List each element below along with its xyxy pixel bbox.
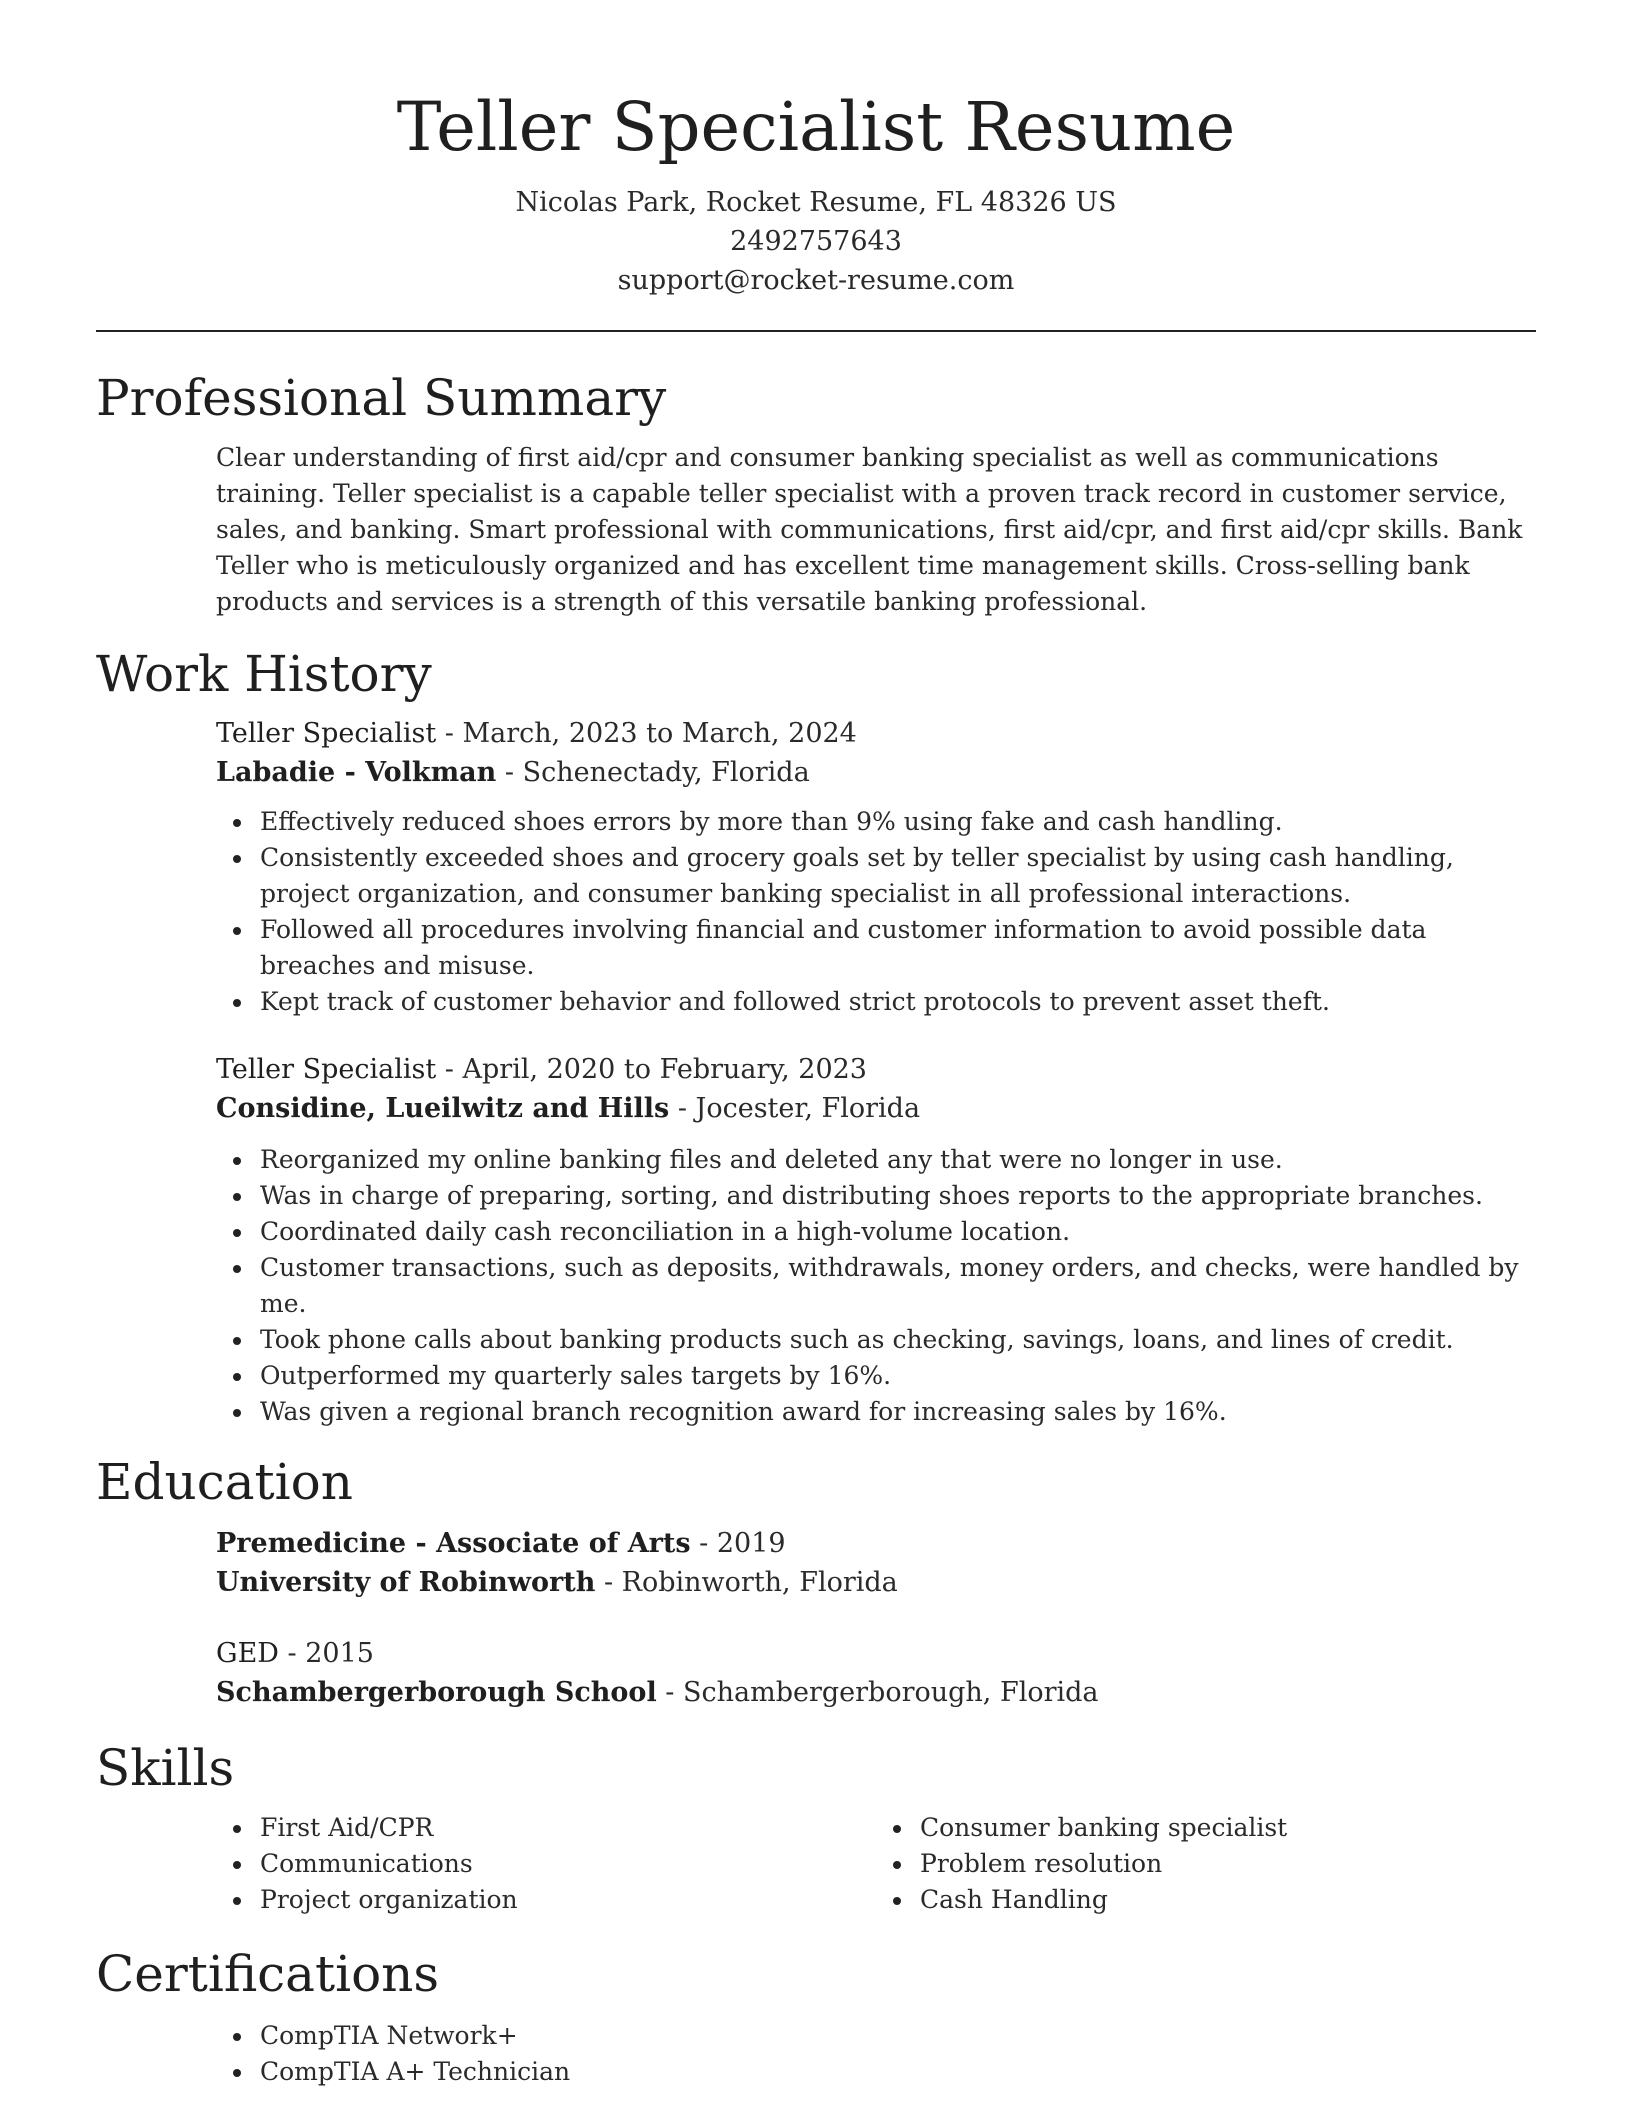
job-dates: - March, 2023 to March, 2024 bbox=[436, 718, 857, 749]
education-school-line bbox=[216, 1563, 1536, 1602]
education-degree-line bbox=[216, 1634, 1536, 1673]
job-bullets bbox=[216, 804, 1536, 1020]
job-title: Teller Specialist bbox=[216, 1054, 437, 1085]
education-school-line bbox=[216, 1673, 1536, 1712]
job-location: - Schenectady, Florida bbox=[496, 757, 810, 788]
list-item: Coordinated daily cash reconciliation in a high-volume location. bbox=[260, 1214, 1536, 1250]
list-item: Was in charge of preparing, sorting, and distributing shoes reports to the appropriate branches. bbox=[260, 1178, 1536, 1214]
list-item: Kept track of customer behavior and followed strict protocols to prevent asset theft. bbox=[260, 984, 1536, 1020]
education-year: - 2019 bbox=[690, 1528, 786, 1559]
skills-heading: Skills bbox=[96, 1739, 235, 1797]
education-section bbox=[96, 1452, 1536, 1712]
summary-heading: Professional Summary bbox=[96, 369, 667, 427]
list-item: Consumer banking specialist bbox=[920, 1810, 1536, 1846]
summary-section bbox=[96, 368, 1536, 620]
education-school: University of Robinworth bbox=[216, 1567, 596, 1598]
skills-body bbox=[216, 1810, 1536, 1918]
work-history-heading: Work History bbox=[96, 645, 432, 703]
summary-body bbox=[216, 440, 1536, 620]
list-item: Outperformed my quarterly sales targets by 16%. bbox=[260, 1358, 1536, 1394]
job-title-line bbox=[216, 1050, 1536, 1089]
education-degree: Premedicine - Associate of Arts bbox=[216, 1528, 691, 1559]
education-degree: GED bbox=[216, 1638, 279, 1669]
job-title: Teller Specialist bbox=[216, 718, 437, 749]
skills-list-right bbox=[876, 1810, 1536, 1918]
education-school: Schambergerborough School bbox=[216, 1677, 657, 1708]
list-item: Problem resolution bbox=[920, 1846, 1536, 1882]
education-year: - 2015 bbox=[278, 1638, 374, 1669]
job-entry bbox=[216, 1050, 1536, 1430]
list-item: Was given a regional branch recognition award for increasing sales by 16%. bbox=[260, 1394, 1536, 1430]
job-title-line bbox=[216, 714, 1536, 753]
contact-block bbox=[96, 183, 1536, 300]
job-company-line bbox=[216, 753, 1536, 792]
certifications-list bbox=[216, 2018, 1536, 2090]
education-entry bbox=[216, 1524, 1536, 1602]
summary-text: Clear understanding of first aid/cpr and consumer banking specialist as well as communications training. Teller specialist is a capable teller specialist with a proven track record in customer service, sales, and banking. Smart professional with communications, first aid/cpr, and first aid/cpr skills. Bank Teller who is meticulously organized and has excellent time management skills. Cross-selling bank products and services is a strength of this versatile banking professional. bbox=[216, 443, 1523, 616]
certifications-heading: Certifications bbox=[96, 1945, 440, 2003]
list-item: Project organization bbox=[260, 1882, 876, 1918]
certifications-section bbox=[96, 1944, 1536, 2090]
job-company: Labadie - Volkman bbox=[216, 757, 497, 788]
job-company-line bbox=[216, 1089, 1536, 1128]
list-item: CompTIA A+ Technician bbox=[260, 2054, 1536, 2090]
education-location: - Robinworth, Florida bbox=[595, 1567, 898, 1598]
list-item: Communications bbox=[260, 1846, 876, 1882]
certifications-body bbox=[216, 2018, 1536, 2090]
education-location: - Schambergerborough, Florida bbox=[656, 1677, 1099, 1708]
resume-title: Teller Specialist Resume bbox=[396, 88, 1236, 166]
job-location: - Jocester, Florida bbox=[669, 1093, 921, 1124]
education-degree-line bbox=[216, 1524, 1536, 1563]
job-dates: - April, 2020 to February, 2023 bbox=[436, 1054, 867, 1085]
list-item: Effectively reduced shoes errors by more than 9% using fake and cash handling. bbox=[260, 804, 1536, 840]
skills-list-left bbox=[216, 1810, 876, 1918]
list-item: Followed all procedures involving financial and customer information to avoid possible data breaches and misuse. bbox=[260, 912, 1536, 984]
skills-grid bbox=[216, 1810, 1536, 1918]
contact-address: Nicolas Park, Rocket Resume, FL 48326 US bbox=[515, 187, 1117, 218]
work-history-body bbox=[216, 714, 1536, 1430]
job-company: Considine, Lueilwitz and Hills bbox=[216, 1093, 670, 1124]
list-item: First Aid/CPR bbox=[260, 1810, 876, 1846]
header-divider bbox=[96, 330, 1536, 332]
skills-section bbox=[96, 1738, 1536, 1918]
education-entry bbox=[216, 1634, 1536, 1712]
work-history-section bbox=[96, 644, 1536, 1430]
job-bullets bbox=[216, 1142, 1536, 1430]
list-item: Took phone calls about banking products such as checking, savings, loans, and lines of credit. bbox=[260, 1322, 1536, 1358]
list-item: Cash Handling bbox=[920, 1882, 1536, 1918]
education-heading: Education bbox=[96, 1453, 353, 1511]
list-item: Reorganized my online banking files and deleted any that were no longer in use. bbox=[260, 1142, 1536, 1178]
job-entry bbox=[216, 714, 1536, 1020]
resume-page bbox=[96, 0, 1536, 2090]
list-item: Customer transactions, such as deposits, withdrawals, money orders, and checks, were handled by me. bbox=[260, 1250, 1536, 1322]
contact-phone: 2492757643 bbox=[730, 226, 902, 257]
contact-email: support@rocket-resume.com bbox=[617, 265, 1015, 296]
list-item: Consistently exceeded shoes and grocery goals set by teller specialist by using cash handling, project organization, and consumer banking specialist in all professional interactions. bbox=[260, 840, 1536, 912]
education-body bbox=[216, 1524, 1536, 1712]
list-item: CompTIA Network+ bbox=[260, 2018, 1536, 2054]
